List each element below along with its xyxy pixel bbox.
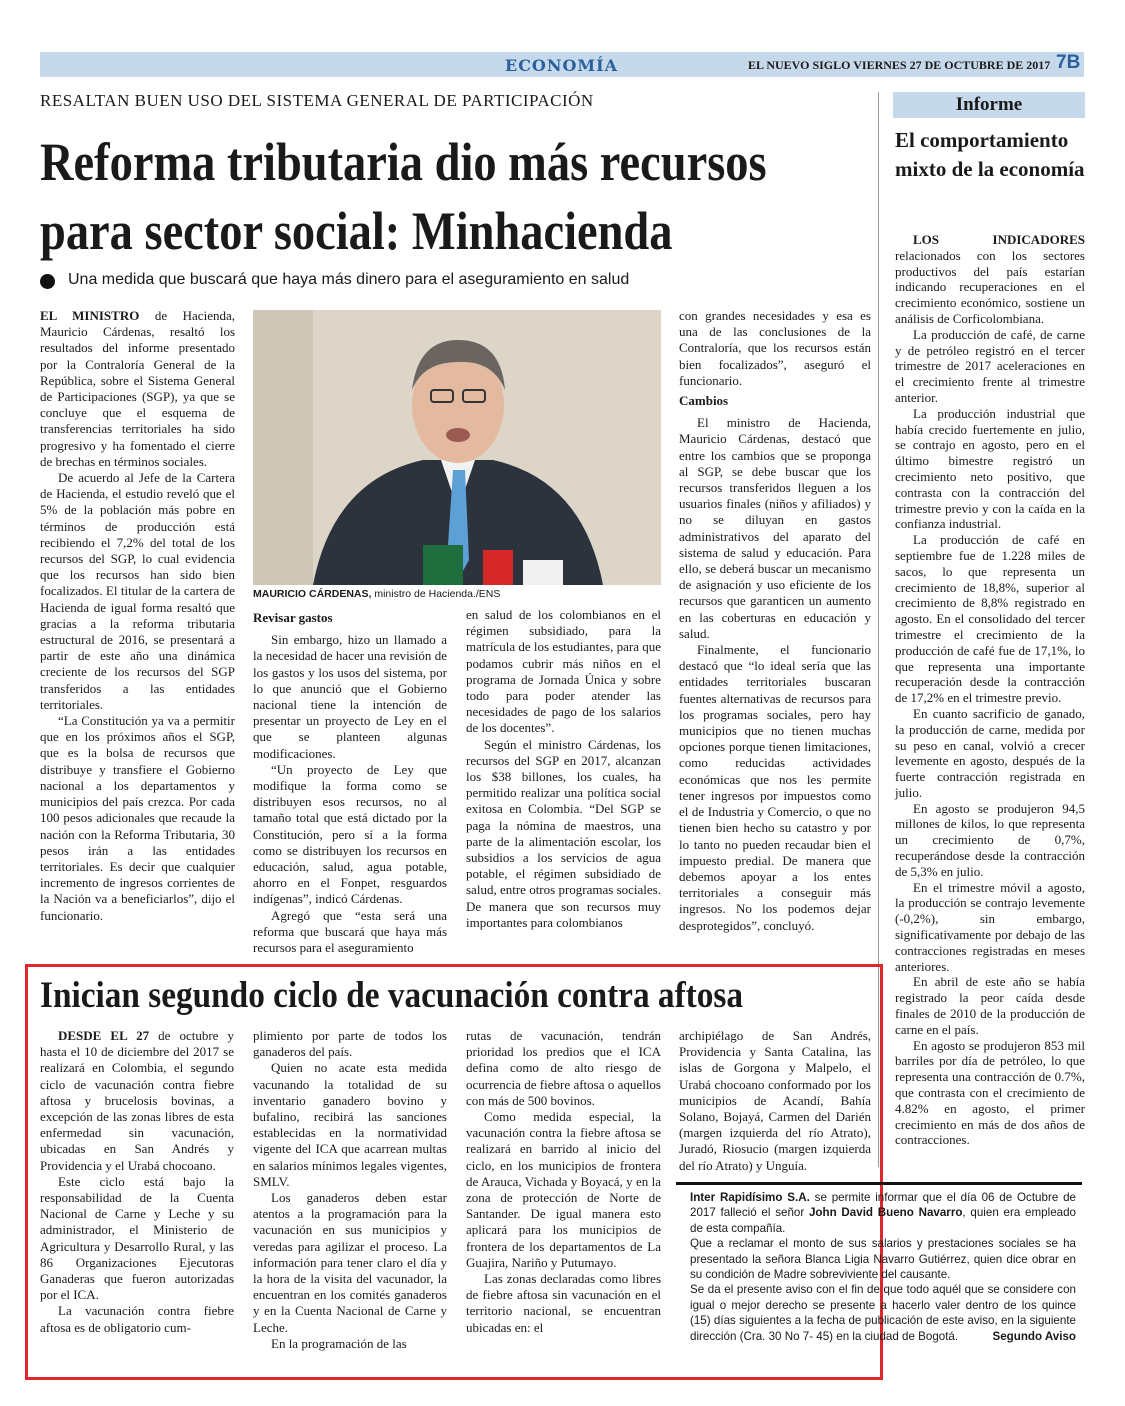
paragraph: En la programación de las bbox=[271, 1335, 407, 1351]
story2-column-1 bbox=[40, 1028, 234, 1336]
notice-paragraph: Que a reclamar el monto de sus salarios y prestaciones sociales se ha presentado la señora Blanca Ligia Navarro Gutiérrez, quien dice obrar en su condición de Madre sobreviviente del causante. bbox=[690, 1237, 1076, 1282]
paragraph bbox=[895, 232, 1085, 327]
article-headline bbox=[40, 128, 767, 266]
article-column-4 bbox=[679, 308, 871, 934]
paragraph: en salud de los colombianos en el régimen subsidiado, para la matrícula de los estudiantes, para que podamos cubrir más niños en el programa de Jornada Única y sobre todo para poder atender las necesidades de pago de los salarios de los docentes”. bbox=[466, 607, 661, 736]
notice-text-span: Se da el presente aviso con el fin de que todo aquél que se considere con igual o mejor derecho se presente a hacerlo valer dentro de los quince (15) días siguientes a la fecha de publicación de este aviso, en la siguiente dirección (Cra. 30 No 7- 45) en la ciudad de Bogotá. bbox=[690, 1283, 1076, 1343]
bullet-icon bbox=[40, 274, 55, 289]
paragraph: Como medida especial, la vacunación contra la fiebre aftosa se realizará en barrido al inicio del ciclo, en los municipios de frontera de Arauca, Vichada y Boyacá, y en la zona de protección de Norte de Santander. De igual manera esto aplicará para los municipios de frontera de los departamentos de La Guajira, Nariño y Putumayo. bbox=[466, 1109, 661, 1270]
lead-word: EL MINISTRO bbox=[40, 308, 140, 323]
notice-text-span: , quien era empleado de esta compañía. bbox=[690, 1206, 1076, 1235]
paragraph: En agosto se produjeron 853 mil barriles por día de petróleo, lo que representa una contracción de 0.7%, que contrasta con el crecimiento de 4.82% en agosto, el primer crecimiento en más de dos años de contracciones. bbox=[895, 1037, 1085, 1148]
paragraph: Los ganaderos deben estar atentos a la programación para la vacunación en sus municipios y veredas para agilizar el proceso. La información para tener claro el día y la hora de la visita del vacunador, la encuentran en los comités ganaderos y en la Cuenta Nacional de Carne y Leche. bbox=[253, 1190, 447, 1335]
article-kicker: RESALTAN BUEN USO DEL SISTEMA GENERAL DE PARTICIPACIÓN bbox=[40, 91, 594, 110]
paragraph: con grandes necesidades y esa es una de las conclusiones de la Contraloría, que los recursos están bien focalizados”, aseguró el funcionario. bbox=[679, 308, 871, 388]
paragraph bbox=[40, 1028, 234, 1174]
page-number: 7B bbox=[1056, 52, 1081, 73]
article-column-2 bbox=[253, 606, 447, 956]
story2-headline: Inician segundo ciclo de vacunación contra aftosa bbox=[40, 975, 744, 1016]
sidebar-tag: Informe bbox=[955, 94, 1023, 115]
story2-column-2 bbox=[253, 1028, 447, 1352]
paragraph: En el trimestre móvil a agosto, la producción se contrajo levemente (-0,2%), sin embargo, significativamente por debajo de las contracciones registradas en meses anteriores. bbox=[895, 879, 1085, 974]
sidebar-title: El comportamiento mixto de la economía bbox=[895, 128, 1085, 181]
paragraph: La vacunación contra fiebre aftosa es de obligatorio cum- bbox=[40, 1303, 234, 1335]
paragraph: plimiento por parte de todos los ganaderos del país. bbox=[253, 1028, 447, 1060]
paragraph: De acuerdo al Jefe de la Cartera de Hacienda, el estudio reveló que el 5% de la población más pobre en términos de producción está recibiendo el 7,2% del total de los recursos del SGP, lo cual evidencia que los recursos han sido bien focalizados. El titular de la cartera de Hacienda de igual forma resaltó que gracias a la reforma tributaria estructural de 2016, se presentará a partir de este año una dinámica creciente de los recursos del SGP transferidos a las entidades territoriales. bbox=[40, 470, 235, 712]
paragraph: Las zonas declaradas como libres de fiebre aftosa sin vacunación en el territorio nacional, se encuentran ubicadas en: el bbox=[466, 1271, 661, 1335]
paragraph: En abril de este año se había registrado la peor caída desde finales de 2010 de la producción de carne en el país. bbox=[895, 974, 1085, 1037]
caption-name: MAURICIO CÁRDENAS, bbox=[253, 588, 372, 600]
paragraph: Finalmente, el funcionario destacó que “lo ideal sería que las entidades territoriales buscaran fuentes alternativas de recursos para los programas sociales, pero hay municipios que no tienen muchas opciones porque tienen limitaciones, como reducidas actividades económicas que nos les permite tener ingresos por impuestos como el de Industria y Comercio, o que no tienen bien hecho su catastro y por lo tanto no pueden recaudar bien el impuesto predial. De manera que debemos apoyar a los entes territoriales a conseguir más ingresos. No los podemos dejar desprotegidos”, concluyó. bbox=[679, 642, 871, 933]
paragraph: “La Constitución ya va a permitir que en los próximos años el SGP, que es la bolsa de recursos que distribuye y transfiere el Gobierno nacional a los departamentos y municipios del país crezca. Por cada 100 pesos adicionales que recaude la nación con la Reforma Tributaria, 30 pesos irán a las entidades territoriales. Es decir que cualquier incremento de ingresos corrientes de la Nación va a beneficiarlos”, dijo el funcionario. bbox=[40, 713, 235, 923]
notice-text-span: se permite informar que el día 06 de Octubre de 2017 falleció el señor bbox=[690, 1191, 1076, 1220]
paragraph: En cuanto sacrificio de ganado, la producción de carne, medida por su peso en canal, volvió a crecer levemente en agosto, después de la fuerte contracción registrada en julio. bbox=[895, 705, 1085, 800]
notice-text bbox=[690, 1190, 1076, 1344]
paragraph: En agosto se produjeron 94,5 millones de kilos, lo que representa un crecimiento de 0,7%, recuperándose desde la contracción de 5,3% en julio. bbox=[895, 800, 1085, 879]
paragraph: rutas de vacunación, tendrán prioridad los predios que el ICA defina como de alto riesgo de ocurrencia de fiebre aftosa o aquellos con más de 500 bovinos. bbox=[466, 1028, 661, 1108]
article-column-3 bbox=[466, 607, 661, 931]
paragraph: La producción industrial que había crecido fuertemente en julio, se contrajo en agosto, pero en el último bimestre registró un crecimiento neto positivo, que contrasta con la contracción del trimestre previo y con la caída en la confianza industrial. bbox=[895, 405, 1085, 532]
section-label: ECONOMÍA bbox=[505, 56, 619, 75]
paragraph bbox=[40, 308, 235, 470]
lead-word: LOS INDICADORES bbox=[913, 232, 1085, 247]
paragraph: “Un proyecto de Ley que modifique la forma como se distribuyen esos recursos, no al tamaño total que está dictado por la Constitución, pero sí a la forma como se distribuyen los recursos en educación, salud, agua potable, ahorro en el Fonpet, resguardos indígenas”, indicó Cárdenas. bbox=[253, 761, 447, 907]
notice-person: John David Bueno Navarro bbox=[808, 1206, 963, 1220]
notice-paragraph bbox=[690, 1282, 1076, 1344]
paragraph: El ministro de Hacienda, Mauricio Cárdenas, destacó que entre los cambios que se proponga al SGP, se debe buscar que los recursos transferidos lleguen a los usuarios finales (niños y afiliados) y no se diluyan en gastos administrativos del aparato del sistema de salud y educación. Para ello, se deberá buscar un mecanismo de asignación y uso eficiente de los recursos que garanticen un aumento en las coberturas en educación y salud. bbox=[679, 415, 871, 641]
story2-column-4 bbox=[679, 1028, 871, 1174]
notice-tag: Segundo Aviso bbox=[992, 1329, 1076, 1343]
masthead-date: EL NUEVO SIGLO VIERNES 27 DE OCTUBRE DE 2017 bbox=[748, 58, 1051, 72]
sidebar-body bbox=[895, 232, 1085, 1148]
paragraph: archipiélago de San Andrés, Providencia y Santa Catalina, las islas de Gorgona y Malpelo, el Urabá chocoano conformado por los municipios de Acandí, Bahía Solano, Bojayá, Carmen del Darién (margen izquierda del río Atrato), Juradó, Riosucio (margen izquierda del río Atrato) y Unguía. bbox=[679, 1028, 871, 1173]
paragraph-text: relacionados con los sectores productivos del país estarían indicando recuperaciones en el crecimiento económico, sostiene un análisis de Corficolombiana. bbox=[895, 247, 1085, 326]
paragraph: Este ciclo está bajo la responsabilidad de la Cuenta Nacional de Carne y Leche y su administrador, el Ministerio de Agricultura y Desarrollo Rural, y las 86 Organizaciones Ejecutoras Ganaderas que fueron autorizadas por el ICA. bbox=[40, 1173, 234, 1303]
paragraph: Sin embargo, hizo un llamado a la necesidad de hacer una revisión de los gastos y los usos del sistema, por lo que anunció que el Gobierno nacional tiene la intención de presentar un proyecto de Ley en el que se planteen algunas modificaciones. bbox=[253, 632, 447, 761]
subheading: Revisar gastos bbox=[253, 610, 333, 625]
paragraph: La producción de café en septiembre fue de 1.228 miles de sacos, lo que representa un crecimiento de 18,8%, superior al crecimiento de 8,8% registrado en agosto. En el consolidado del tercer trimestre el crecimiento de la producción de café fue de 17,1%, lo que representa una importante recuperación desde la contracción de 17,2% en el trimestre previo. bbox=[895, 532, 1085, 706]
paragraph: La producción de café, de carne y de petróleo registró en el tercer trimestre de 2017 aceleraciones en el crecimiento frente al trimestre anterior. bbox=[895, 326, 1085, 405]
photo-caption bbox=[253, 588, 500, 600]
article-column-1 bbox=[40, 308, 235, 924]
subheading: Cambios bbox=[679, 393, 729, 409]
paragraph: Agregó que “esta será una reforma que buscará que haya más recursos para el aseguramiento bbox=[253, 907, 447, 956]
photo-illustration bbox=[253, 310, 661, 585]
headline-line-1: Reforma tributaria dio más recursos bbox=[40, 132, 767, 192]
notice-paragraph bbox=[690, 1190, 1076, 1236]
paragraph: Según el ministro Cárdenas, los recursos del SGP en 2017, alcanzan los $38 billones, los cuales, ha permitido realizar una política social exitosa en Colombia. “Del SGP se paga la nómina de maestros, una parte de la alimentación escolar, los subsidios a los servicios de agua potable, el régimen subsidiado de salud, entre otros programas sociales. De manera que son recursos muy importantes para colombianos bbox=[466, 736, 661, 930]
caption-text: ministro de Hacienda./ENS bbox=[371, 588, 501, 600]
article-summary: Una medida que buscará que haya más dinero para el aseguramiento en salud bbox=[68, 271, 630, 288]
notice-company: Inter Rapidísimo S.A. bbox=[690, 1191, 810, 1204]
paragraph-text: de Hacienda, Mauricio Cárdenas, resaltó los resultados del informe presentado por la Contraloría General de la República, sobre el Sistema General de Participaciones (SGP), ya que se concluye que el esquema de transferencias territoriales ha sido progresivo y ha fomentado el cierre de brechas en términos sociales. bbox=[40, 308, 235, 469]
story2-column-3 bbox=[466, 1028, 661, 1336]
paragraph: Quien no acate esta medida vacunando la totalidad de su inventario ganadero bovino y bufalino, recibirá las sanciones establecidas en la normatividad vigente del ICA que acarrean multas en salarios mínimos legales vigentes, SMLV. bbox=[253, 1060, 447, 1189]
headline-line-2: para sector social: Minhacienda bbox=[40, 201, 673, 261]
paragraph-text: de octubre y hasta el 10 de diciembre del 2017 se realizará en Colombia, el segundo ciclo de vacunación contra fiebre aftosa y brucelosis bovinas, a excepción de las zonas libres de esta enfermedad sin vacunación, ubicadas en San Andrés y Providencia y el Urabá chocoano. bbox=[40, 1028, 234, 1173]
minister-photo bbox=[253, 310, 661, 585]
lead-word: DESDE EL 27 bbox=[58, 1028, 150, 1043]
